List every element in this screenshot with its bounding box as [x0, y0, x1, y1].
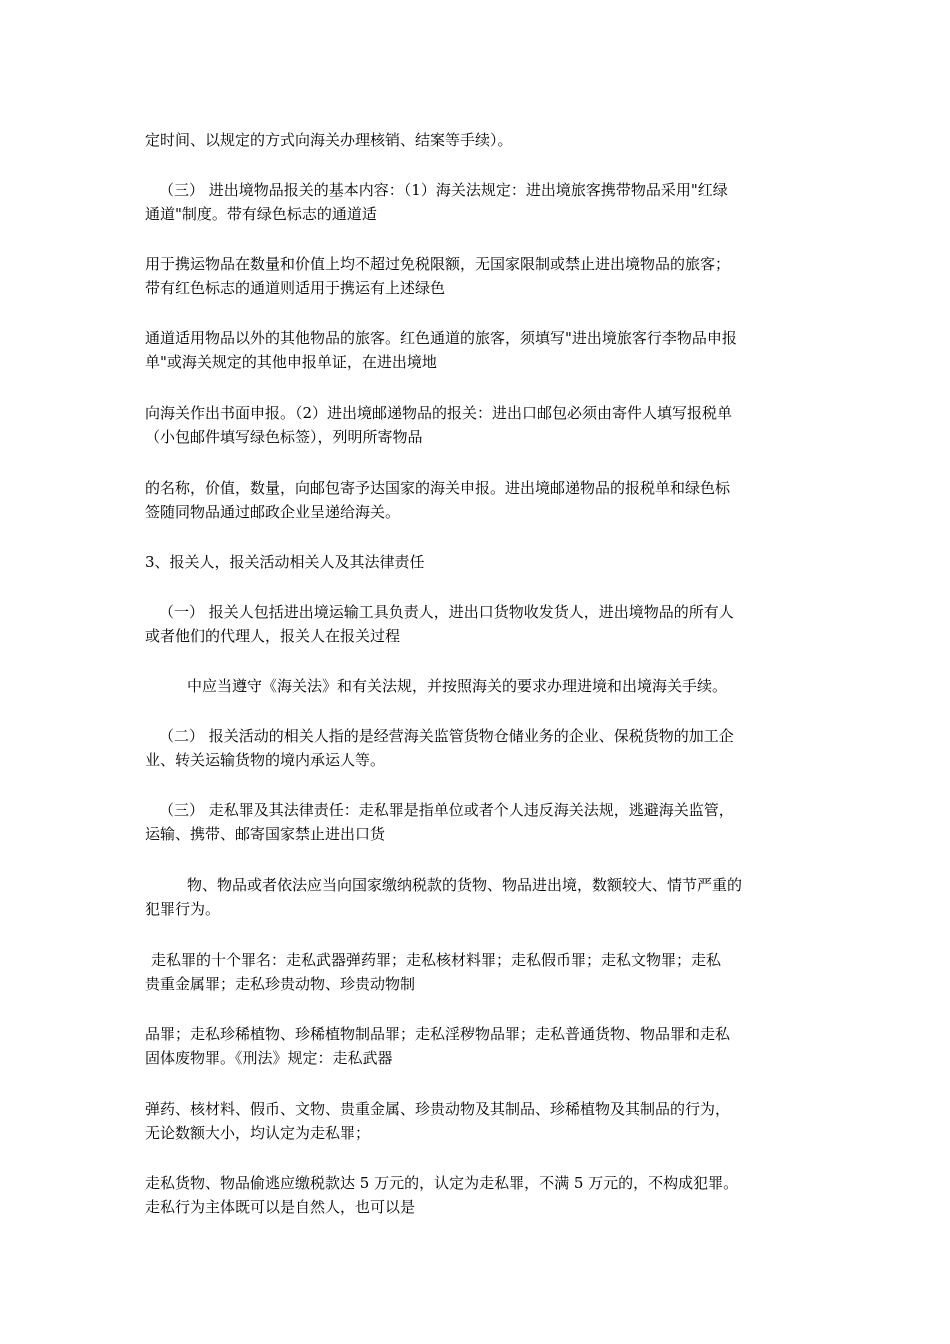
paragraph-smuggling-definition [145, 873, 813, 921]
text-line: 带有红色标志的通道则适用于携运有上述绿色 [145, 279, 446, 297]
text-line: 向海关作出书面申报。（2）进出境邮递物品的报关：进出口邮包必须由寄件人填写报税单 [145, 404, 733, 422]
text-line: 弹药、核材料、假币、文物、贵重金属、珍贵动物及其制品、珍稀植物及其制品的行为， [145, 1100, 731, 1118]
section-heading-3 [145, 550, 813, 574]
text-line: 走私罪的十个罪名：走私武器弹药罪；走私核材料罪；走私假币罪；走私文物罪；走私 [151, 951, 722, 969]
text-line: （小包邮件填写绿色标签），列明所寄物品 [145, 428, 423, 446]
text-line: （二） 报关活动的相关人指的是经营海关监管货物仓储业务的企业、保税货物的加工企 [159, 727, 734, 745]
paragraph-articles-declaration [145, 178, 813, 226]
paragraph-tax-threshold [145, 1171, 813, 1219]
text-line: 通道适用物品以外的其他物品的旅客。红色通道的旅客，须填写"进出境旅客行李物品申报 [145, 329, 737, 347]
paragraph-ten-charges [145, 948, 813, 996]
text-line: （三） 进出境物品报关的基本内容：（1）海关法规定：进出境旅客携带物品采用"红绿 [159, 181, 728, 199]
text-line: 签随同物品通过邮政企业呈递给海关。 [145, 503, 401, 521]
paragraph-goods-list [145, 1097, 813, 1145]
text-line: 无论数额大小，均认定为走私罪； [145, 1124, 371, 1142]
text-line: 3、报关人，报关活动相关人及其法律责任 [145, 553, 425, 571]
text-line: 用于携运物品在数量和价值上均不超过免税限额，无国家限制或禁止进出境物品的旅客； [145, 255, 731, 273]
paragraph-postal-items [145, 401, 813, 449]
paragraph-procedure-end [145, 128, 813, 152]
paragraph-green-channel [145, 252, 813, 300]
paragraph-related-parties [145, 724, 813, 772]
text-line: 固体废物罪。《刑法》规定：走私武器 [145, 1049, 393, 1067]
text-line: 品罪；走私珍稀植物、珍稀植物制品罪；走私淫秽物品罪；走私普通货物、物品罪和走私 [145, 1025, 731, 1043]
text-line: 单"或海关规定的其他申报单证，在进出境地 [145, 353, 437, 371]
text-line: （三） 走私罪及其法律责任：走私罪是指单位或者个人违反海关法规，逃避海关监管， [159, 801, 734, 819]
text-line: （一） 报关人包括进出境运输工具负责人，进出口货物收发货人，进出境物品的所有人 [159, 603, 734, 621]
paragraph-postal-declaration [145, 476, 813, 524]
text-line: 或者他们的代理人，报关人在报关过程 [145, 627, 401, 645]
paragraph-smuggling-crime [145, 798, 813, 846]
text-line: 走私行为主体既可以是自然人，也可以是 [145, 1198, 416, 1216]
paragraph-customs-law [145, 674, 813, 698]
text-line: 物、物品或者依法应当向国家缴纳税款的货物、物品进出境，数额较大、情节严重的 [187, 876, 743, 894]
paragraph-red-channel [145, 326, 813, 374]
text-line: 犯罪行为。 [145, 900, 221, 918]
text-line: 中应当遵守《海关法》和有关法规，并按照海关的要求办理进境和出境海关手续。 [187, 677, 728, 695]
text-line: 运输、携带、邮寄国家禁止进出口货 [145, 825, 386, 843]
paragraph-declarant [145, 600, 813, 648]
text-line: 贵重金属罪；走私珍贵动物、珍贵动物制 [145, 975, 416, 993]
text-line: 业、转关运输货物的境内承运人等。 [145, 751, 386, 769]
paragraph-criminal-law [145, 1022, 813, 1070]
text-line: 定时间、以规定的方式向海关办理核销、结案等手续）。 [145, 131, 513, 149]
text-line: 走私货物、物品偷逃应缴税款达 5 万元的，认定为走私罪，不满 5 万元的，不构成犯罪。 [145, 1174, 739, 1192]
text-line: 的名称，价值，数量，向邮包寄予达国家的海关申报。进出境邮递物品的报税单和绿色标 [145, 479, 731, 497]
text-line: 通道"制度。带有绿色标志的通道适 [145, 205, 377, 223]
